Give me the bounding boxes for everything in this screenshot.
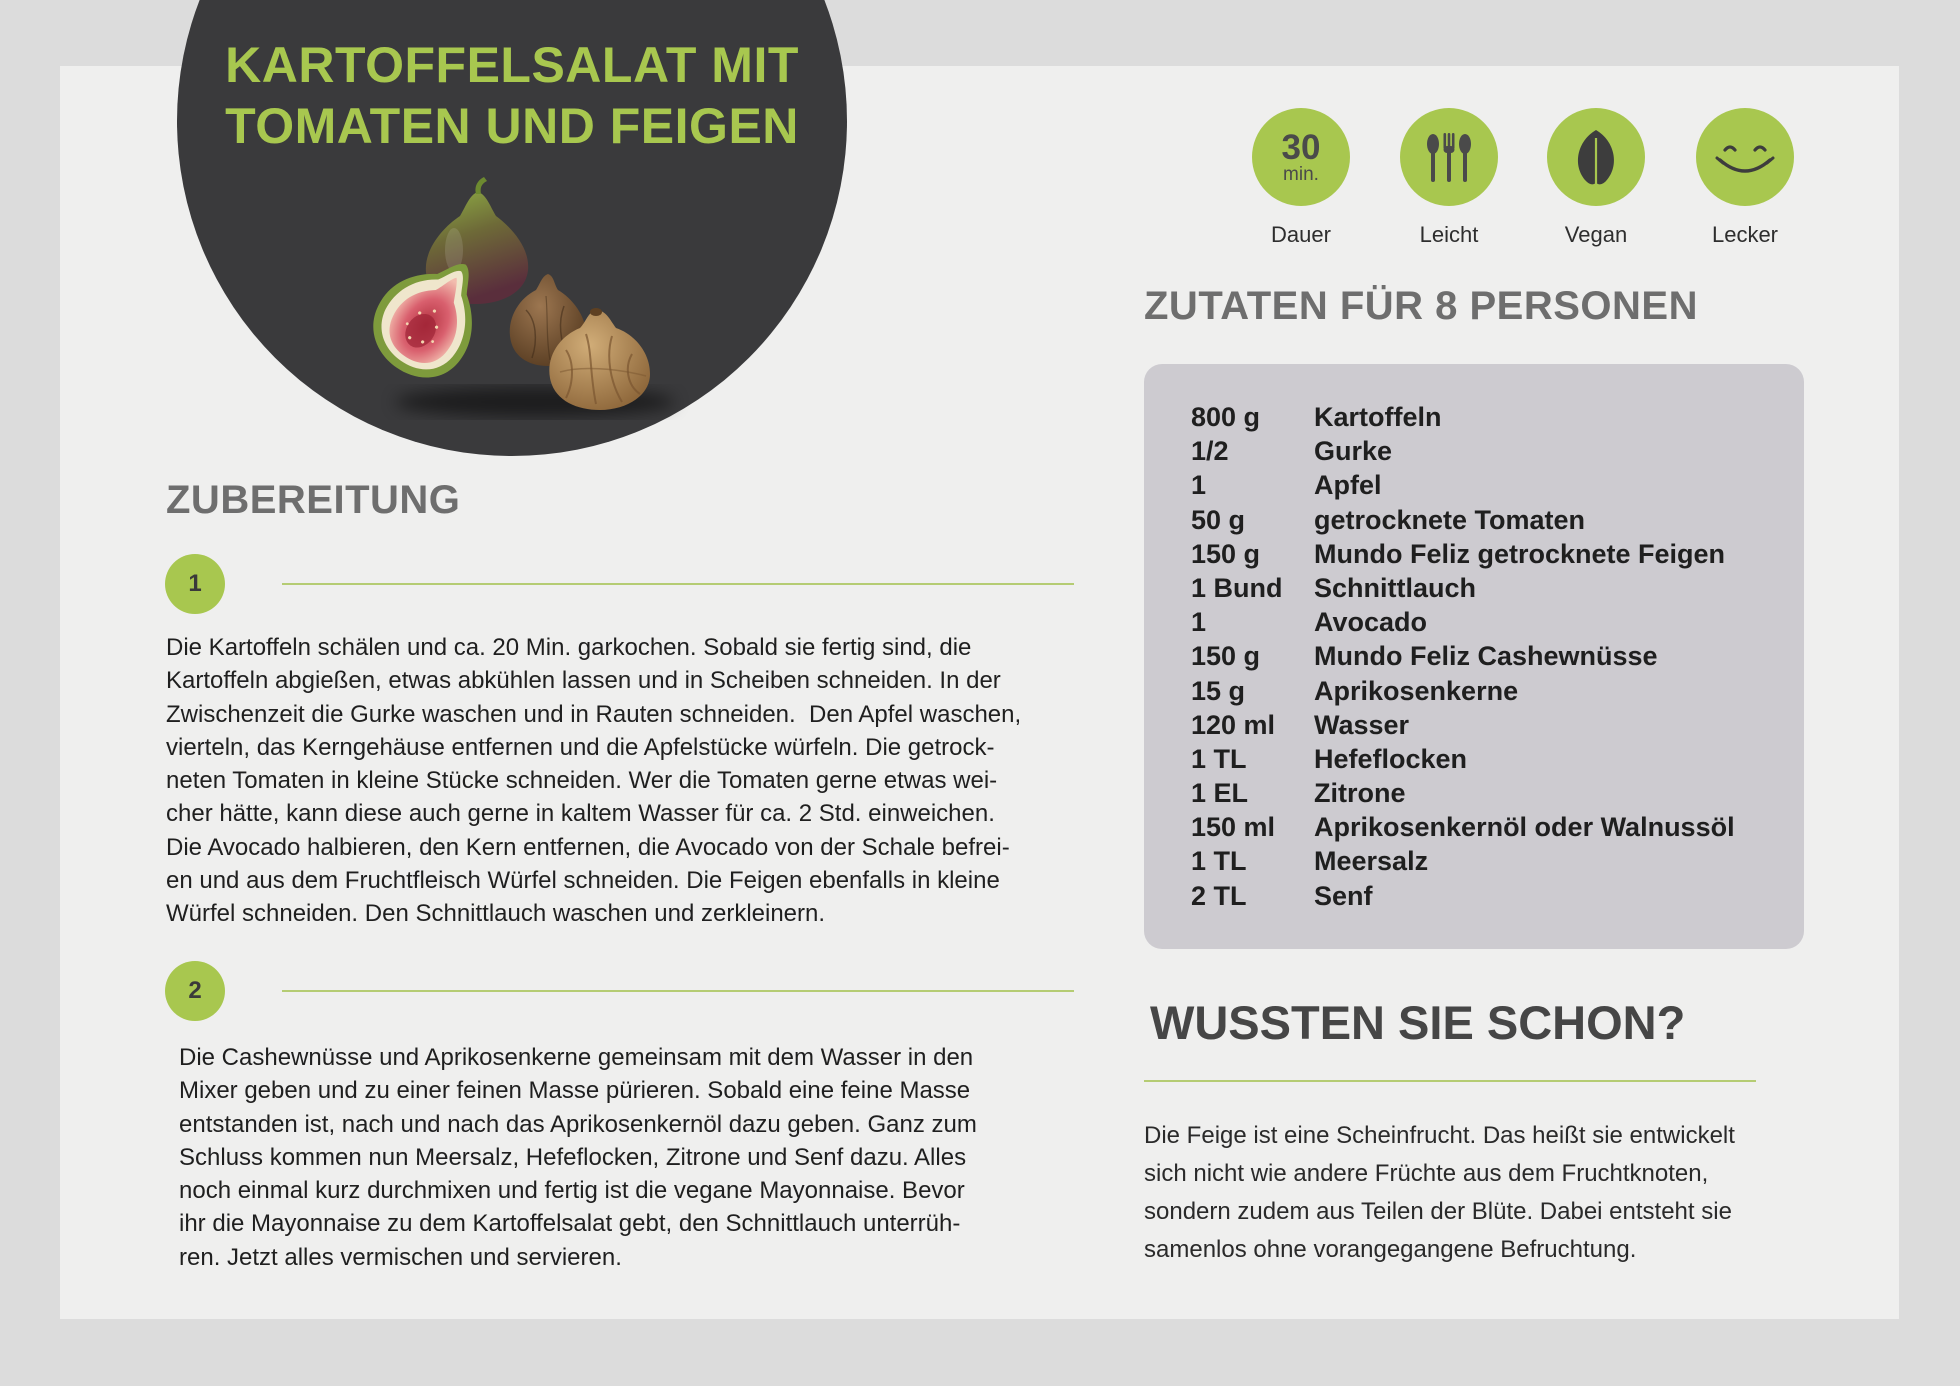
ingredient-quantity: 1 TL (1191, 846, 1247, 877)
ingredient-name: Mundo Feliz Cashewnüsse (1314, 641, 1658, 672)
step-1-line: Würfel schneiden. Den Schnittlauch waschen und zerkleinern. (166, 900, 826, 928)
ingredient-row (1191, 879, 1791, 913)
ingredient-row (1191, 810, 1791, 844)
step-2-line: Die Cashewnüsse und Aprikosenkerne gemeinsam mit dem Wasser in den (179, 1044, 974, 1071)
badge-label-vegan: Vegan (1564, 222, 1628, 247)
duration-value: 30 (1281, 128, 1321, 167)
badge-vegan (1526, 108, 1666, 246)
step-1-line: Kartoffeln abgießen, etwas abkühlen lassen und in Scheiben schneiden. In der (166, 667, 1001, 695)
step-1-line: cher hätte, kann diese auch gerne in kaltem Wasser für ca. 2 Std. einweichen. (166, 800, 995, 828)
badge-duration (1231, 108, 1371, 246)
figs-illustration (360, 170, 700, 430)
ingredient-name: Mundo Feliz getrocknete Feigen (1314, 538, 1726, 569)
ingredient-quantity: 15 g (1191, 675, 1246, 706)
ingredient-name: Aprikosenkernöl oder Walnussöl (1314, 812, 1735, 843)
ingredient-name: Meersalz (1314, 846, 1429, 877)
ingredient-quantity: 150 g (1191, 641, 1261, 672)
ingredient-name: Avocado (1314, 607, 1428, 638)
step-1-divider (282, 583, 1074, 585)
fact-heading: WUSSTEN SIE SCHON? (1150, 996, 1686, 1049)
ingredient-name: Senf (1314, 880, 1373, 911)
badge-tasty (1675, 108, 1815, 246)
step-2-line: Mixer geben und zu einer feinen Masse pürieren. Sobald eine feine Masse (179, 1077, 971, 1105)
ingredient-name: Hefeflocken (1314, 743, 1468, 774)
step-2-line: entstanden ist, nach und nach das Aprikosenkernöl dazu geben. Ganz zum (179, 1110, 977, 1138)
fact-line: samenlos ohne vorangegangene Befruchtung. (1144, 1235, 1637, 1263)
ingredient-quantity: 50 g (1191, 504, 1246, 535)
fact-divider (1144, 1080, 1756, 1082)
preparation-heading: ZUBEREITUNG (166, 478, 461, 522)
fact-line: sich nicht wie andere Früchte aus dem Fruchtknoten, (1144, 1159, 1709, 1187)
ingredient-quantity: 2 TL (1191, 880, 1247, 911)
step-1-line: Die Kartoffeln schälen und ca. 20 Min. garkochen. Sobald sie fertig sind, die (166, 634, 972, 661)
badge-label-difficulty: Leicht (1419, 222, 1479, 247)
ingredient-quantity: 1 EL (1191, 778, 1249, 809)
step-2-line: noch einmal kurz durchmixen und fertig ist die vegane Mayonnaise. Bevor (179, 1177, 965, 1205)
ingredient-row (1191, 571, 1791, 605)
ingredient-row (1191, 742, 1791, 776)
step-1-line: en und aus dem Fruchtfleisch Würfel schneiden. Die Feigen ebenfalls in kleine (166, 867, 1000, 895)
duration-badge-circle (1252, 108, 1350, 206)
ingredient-row (1191, 674, 1791, 708)
step-2-line: Schluss kommen nun Meersalz, Hefeflocken, Zitrone und Senf dazu. Alles (179, 1143, 967, 1171)
ingredient-row (1191, 537, 1791, 571)
ingredient-quantity: 1 (1191, 470, 1207, 501)
step-number-1: 1 (165, 554, 225, 614)
duration-unit: min. (1283, 164, 1319, 185)
ingredient-name: Schnittlauch (1314, 572, 1477, 603)
recipe-title-line-2: TOMATEN UND FEIGEN (225, 98, 799, 154)
fact-line: Die Feige ist eine Scheinfrucht. Das heißt sie entwickelt (1144, 1122, 1735, 1149)
ingredient-name: Kartoffeln (1314, 402, 1442, 432)
ingredient-row (1191, 468, 1791, 502)
ingredient-name: Zitrone (1314, 778, 1406, 809)
fact-line: sondern zudem aus Teilen der Blüte. Dabei entsteht sie (1144, 1197, 1732, 1225)
ingredient-row (1191, 639, 1791, 673)
ingredient-quantity: 1/2 (1191, 436, 1229, 467)
step-1-line: neten Tomaten in kleine Stücke schneiden. Wer die Tomaten gerne etwas wei- (166, 767, 998, 795)
ingredient-quantity: 800 g (1191, 402, 1261, 432)
ingredient-quantity: 1 (1191, 607, 1207, 638)
ingredients-heading: ZUTATEN FÜR 8 PERSONEN (1144, 284, 1698, 328)
cutlery-icon (1400, 108, 1498, 206)
ingredient-row (1191, 605, 1791, 639)
ingredient-quantity: 150 g (1191, 538, 1261, 569)
ingredients-list (1191, 400, 1791, 913)
badge-label-tasty: Lecker (1711, 222, 1779, 247)
badge-label-duration: Dauer (1271, 222, 1331, 247)
ingredient-row (1191, 434, 1791, 468)
step-1-text (166, 631, 1021, 931)
step-2-line: ihr die Mayonnaise zu dem Kartoffelsalat gebt, den Schnittlauch unterrüh- (179, 1210, 961, 1238)
ingredient-name: Aprikosenkerne (1314, 675, 1519, 706)
badge-difficulty (1379, 108, 1519, 246)
ingredient-quantity: 1 Bund (1191, 572, 1283, 603)
ingredient-row (1191, 708, 1791, 742)
step-1-line: Die Avocado halbieren, den Kern entfernen, die Avocado von der Schale befrei- (166, 833, 1010, 861)
ingredient-row (1191, 844, 1791, 878)
step-1-line: vierteln, das Kerngehäuse entfernen und die Apfelstücke würfeln. Die getrock- (166, 733, 995, 761)
ingredient-row (1191, 400, 1791, 434)
step-number-2: 2 (165, 961, 225, 1021)
step-2-line: ren. Jetzt alles vermischen und servieren. (179, 1243, 622, 1271)
smiley-icon (1696, 108, 1794, 206)
ingredient-name: getrocknete Tomaten (1314, 504, 1586, 535)
ingredient-name: Apfel (1314, 470, 1382, 501)
ingredient-name: Wasser (1314, 709, 1410, 740)
ingredient-row (1191, 776, 1791, 810)
ingredient-row (1191, 503, 1791, 537)
step-2-divider (282, 990, 1074, 992)
ingredient-quantity: 1 TL (1191, 743, 1247, 774)
ingredient-name: Gurke (1314, 436, 1393, 467)
ingredient-quantity: 150 ml (1191, 812, 1276, 843)
ingredient-quantity: 120 ml (1191, 709, 1276, 740)
step-2-text (179, 1041, 977, 1274)
step-1-line: Zwischenzeit die Gurke waschen und in Rauten schneiden. Den Apfel waschen, (166, 700, 1022, 728)
leaf-icon (1547, 108, 1645, 206)
fact-text (1144, 1117, 1735, 1269)
recipe-title-line-1: KARTOFFELSALAT MIT (225, 37, 799, 93)
